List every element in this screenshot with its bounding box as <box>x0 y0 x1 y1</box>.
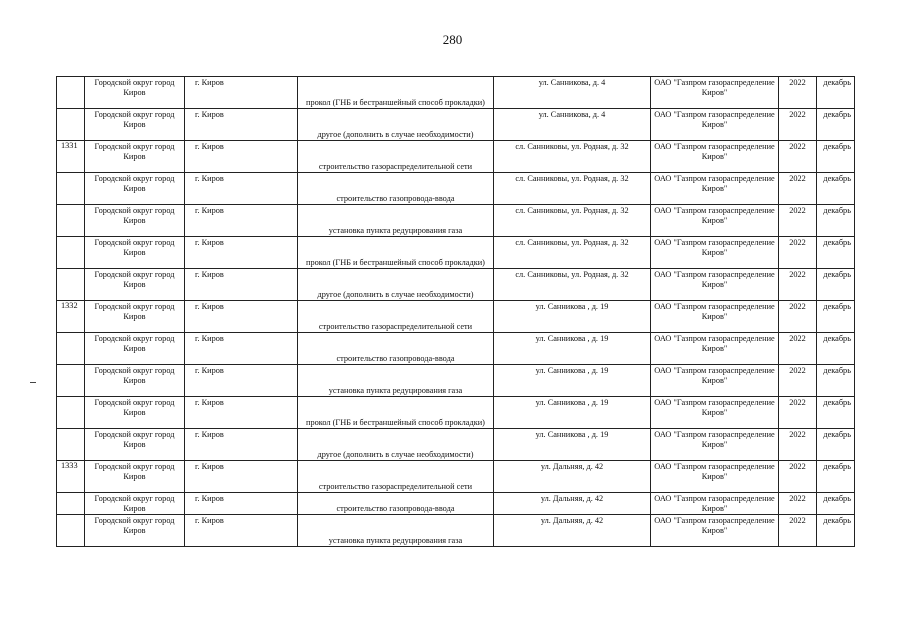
city-cell: г. Киров <box>185 429 298 461</box>
district-cell: Городской округ город Киров <box>85 301 185 333</box>
district-cell: Городской округ город Киров <box>85 333 185 365</box>
year-cell: 2022 <box>779 515 817 547</box>
month-cell: декабрь <box>817 515 855 547</box>
city-cell: г. Киров <box>185 515 298 547</box>
table-row <box>57 141 855 173</box>
table-row <box>57 237 855 269</box>
year-cell: 2022 <box>779 333 817 365</box>
year-cell: 2022 <box>779 365 817 397</box>
work-type-cell <box>298 301 494 333</box>
work-type-cell <box>298 141 494 173</box>
row-number <box>57 173 85 205</box>
row-number <box>57 429 85 461</box>
organization-cell: ОАО "Газпром газораспределение Киров" <box>651 333 779 365</box>
table-row <box>57 461 855 493</box>
month-cell: декабрь <box>817 365 855 397</box>
city-cell: г. Киров <box>185 365 298 397</box>
table-row <box>57 109 855 141</box>
city-cell: г. Киров <box>185 77 298 109</box>
year-cell: 2022 <box>779 269 817 301</box>
month-cell: декабрь <box>817 141 855 173</box>
month-cell: декабрь <box>817 333 855 365</box>
organization-cell: ОАО "Газпром газораспределение Киров" <box>651 365 779 397</box>
work-type-text: строительство газораспределительной сети <box>318 162 473 171</box>
address-cell: ул. Дальняя, д. 42 <box>494 493 651 515</box>
city-cell: г. Киров <box>185 493 298 515</box>
address-cell: сл. Санниковы, ул. Родная, д. 32 <box>494 141 651 173</box>
row-number: 1332 <box>57 301 85 333</box>
city-cell: г. Киров <box>185 205 298 237</box>
year-cell: 2022 <box>779 77 817 109</box>
city-cell: г. Киров <box>185 301 298 333</box>
work-type-text: другое (дополнить в случае необходимости) <box>317 130 474 139</box>
address-cell: ул. Санникова, д. 4 <box>494 109 651 141</box>
month-cell: декабрь <box>817 301 855 333</box>
row-number <box>57 269 85 301</box>
work-type-text: установка пункта редуцирования газа <box>328 536 463 545</box>
organization-cell: ОАО "Газпром газораспределение Киров" <box>651 515 779 547</box>
year-cell: 2022 <box>779 301 817 333</box>
district-cell: Городской округ город Киров <box>85 237 185 269</box>
month-cell: декабрь <box>817 109 855 141</box>
organization-cell: ОАО "Газпром газораспределение Киров" <box>651 109 779 141</box>
work-type-text: строительство газораспределительной сети <box>318 482 473 491</box>
district-cell: Городской округ город Киров <box>85 461 185 493</box>
table-row <box>57 333 855 365</box>
district-cell: Городской округ город Киров <box>85 141 185 173</box>
month-cell: декабрь <box>817 461 855 493</box>
work-type-cell <box>298 333 494 365</box>
row-number: 1333 <box>57 461 85 493</box>
row-number <box>57 109 85 141</box>
work-type-cell <box>298 77 494 109</box>
page-number: 280 <box>442 32 463 47</box>
work-type-cell <box>298 365 494 397</box>
table-row <box>57 173 855 205</box>
year-cell: 2022 <box>779 141 817 173</box>
margin-mark <box>30 382 36 383</box>
month-cell: декабрь <box>817 237 855 269</box>
address-cell: ул. Санникова , д. 19 <box>494 429 651 461</box>
district-cell: Городской округ город Киров <box>85 109 185 141</box>
organization-cell: ОАО "Газпром газораспределение Киров" <box>651 429 779 461</box>
organization-cell: ОАО "Газпром газораспределение Киров" <box>651 141 779 173</box>
table-row <box>57 205 855 237</box>
work-type-text: строительство газопровода-ввода <box>336 194 455 203</box>
row-number <box>57 205 85 237</box>
address-cell: ул. Дальняя, д. 42 <box>494 515 651 547</box>
work-type-cell <box>298 397 494 429</box>
organization-cell: ОАО "Газпром газораспределение Киров" <box>651 301 779 333</box>
address-cell: сл. Санниковы, ул. Родная, д. 32 <box>494 237 651 269</box>
table-row <box>57 493 855 515</box>
table-body <box>57 77 855 547</box>
work-type-cell <box>298 515 494 547</box>
row-number <box>57 515 85 547</box>
year-cell: 2022 <box>779 173 817 205</box>
work-type-text: строительство газораспределительной сети <box>318 322 473 331</box>
work-type-text: прокол (ГНБ и бестраншейный способ прокладки) <box>306 98 485 107</box>
organization-cell: ОАО "Газпром газораспределение Киров" <box>651 237 779 269</box>
year-cell: 2022 <box>779 109 817 141</box>
month-cell: декабрь <box>817 205 855 237</box>
organization-cell: ОАО "Газпром газораспределение Киров" <box>651 77 779 109</box>
city-cell: г. Киров <box>185 109 298 141</box>
organization-cell: ОАО "Газпром газораспределение Киров" <box>651 269 779 301</box>
month-cell: декабрь <box>817 77 855 109</box>
work-type-text: строительство газопровода-ввода <box>336 504 455 513</box>
year-cell: 2022 <box>779 429 817 461</box>
address-cell: ул. Санникова , д. 19 <box>494 397 651 429</box>
row-number <box>57 333 85 365</box>
work-type-text: установка пункта редуцирования газа <box>328 226 463 235</box>
year-cell: 2022 <box>779 461 817 493</box>
address-cell: ул. Санникова , д. 19 <box>494 301 651 333</box>
work-type-text: другое (дополнить в случае необходимости) <box>317 450 474 459</box>
month-cell: декабрь <box>817 269 855 301</box>
district-cell: Городской округ город Киров <box>85 397 185 429</box>
table-row <box>57 397 855 429</box>
address-cell: сл. Санниковы, ул. Родная, д. 32 <box>494 173 651 205</box>
year-cell: 2022 <box>779 205 817 237</box>
city-cell: г. Киров <box>185 397 298 429</box>
month-cell: декабрь <box>817 397 855 429</box>
work-type-cell <box>298 493 494 515</box>
district-cell: Городской округ город Киров <box>85 269 185 301</box>
work-type-cell <box>298 429 494 461</box>
row-number <box>57 237 85 269</box>
row-number <box>57 397 85 429</box>
work-type-text: прокол (ГНБ и бестраншейный способ прокладки) <box>306 258 485 267</box>
year-cell: 2022 <box>779 397 817 429</box>
district-cell: Городской округ город Киров <box>85 173 185 205</box>
table-row <box>57 301 855 333</box>
organization-cell: ОАО "Газпром газораспределение Киров" <box>651 205 779 237</box>
city-cell: г. Киров <box>185 269 298 301</box>
works-table <box>56 76 855 547</box>
district-cell: Городской округ город Киров <box>85 429 185 461</box>
address-cell: ул. Санникова , д. 19 <box>494 365 651 397</box>
month-cell: декабрь <box>817 173 855 205</box>
city-cell: г. Киров <box>185 141 298 173</box>
year-cell: 2022 <box>779 493 817 515</box>
city-cell: г. Киров <box>185 333 298 365</box>
district-cell: Городской округ город Киров <box>85 205 185 237</box>
work-type-text: другое (дополнить в случае необходимости) <box>317 290 474 299</box>
table-row <box>57 515 855 547</box>
table-row <box>57 365 855 397</box>
work-type-cell <box>298 205 494 237</box>
address-cell: сл. Санниковы, ул. Родная, д. 32 <box>494 205 651 237</box>
month-cell: декабрь <box>817 429 855 461</box>
table-row <box>57 269 855 301</box>
district-cell: Городской округ город Киров <box>85 365 185 397</box>
address-cell: сл. Санниковы, ул. Родная, д. 32 <box>494 269 651 301</box>
organization-cell: ОАО "Газпром газораспределение Киров" <box>651 397 779 429</box>
city-cell: г. Киров <box>185 461 298 493</box>
work-type-text: строительство газопровода-ввода <box>336 354 455 363</box>
year-cell: 2022 <box>779 237 817 269</box>
organization-cell: ОАО "Газпром газораспределение Киров" <box>651 461 779 493</box>
city-cell: г. Киров <box>185 173 298 205</box>
work-type-cell <box>298 461 494 493</box>
work-type-cell <box>298 173 494 205</box>
row-number <box>57 365 85 397</box>
address-cell: ул. Санникова, д. 4 <box>494 77 651 109</box>
district-cell: Городской округ город Киров <box>85 493 185 515</box>
organization-cell: ОАО "Газпром газораспределение Киров" <box>651 493 779 515</box>
address-cell: ул. Санникова , д. 19 <box>494 333 651 365</box>
city-cell: г. Киров <box>185 237 298 269</box>
row-number: 1331 <box>57 141 85 173</box>
organization-cell: ОАО "Газпром газораспределение Киров" <box>651 173 779 205</box>
table-row <box>57 429 855 461</box>
district-cell: Городской округ город Киров <box>85 515 185 547</box>
work-type-text: прокол (ГНБ и бестраншейный способ прокладки) <box>306 418 485 427</box>
work-type-text: установка пункта редуцирования газа <box>328 386 463 395</box>
row-number <box>57 77 85 109</box>
row-number <box>57 493 85 515</box>
district-cell: Городской округ город Киров <box>85 77 185 109</box>
month-cell: декабрь <box>817 493 855 515</box>
work-type-cell <box>298 237 494 269</box>
work-type-cell <box>298 109 494 141</box>
address-cell: ул. Дальняя, д. 42 <box>494 461 651 493</box>
work-type-cell <box>298 269 494 301</box>
table-row <box>57 77 855 109</box>
